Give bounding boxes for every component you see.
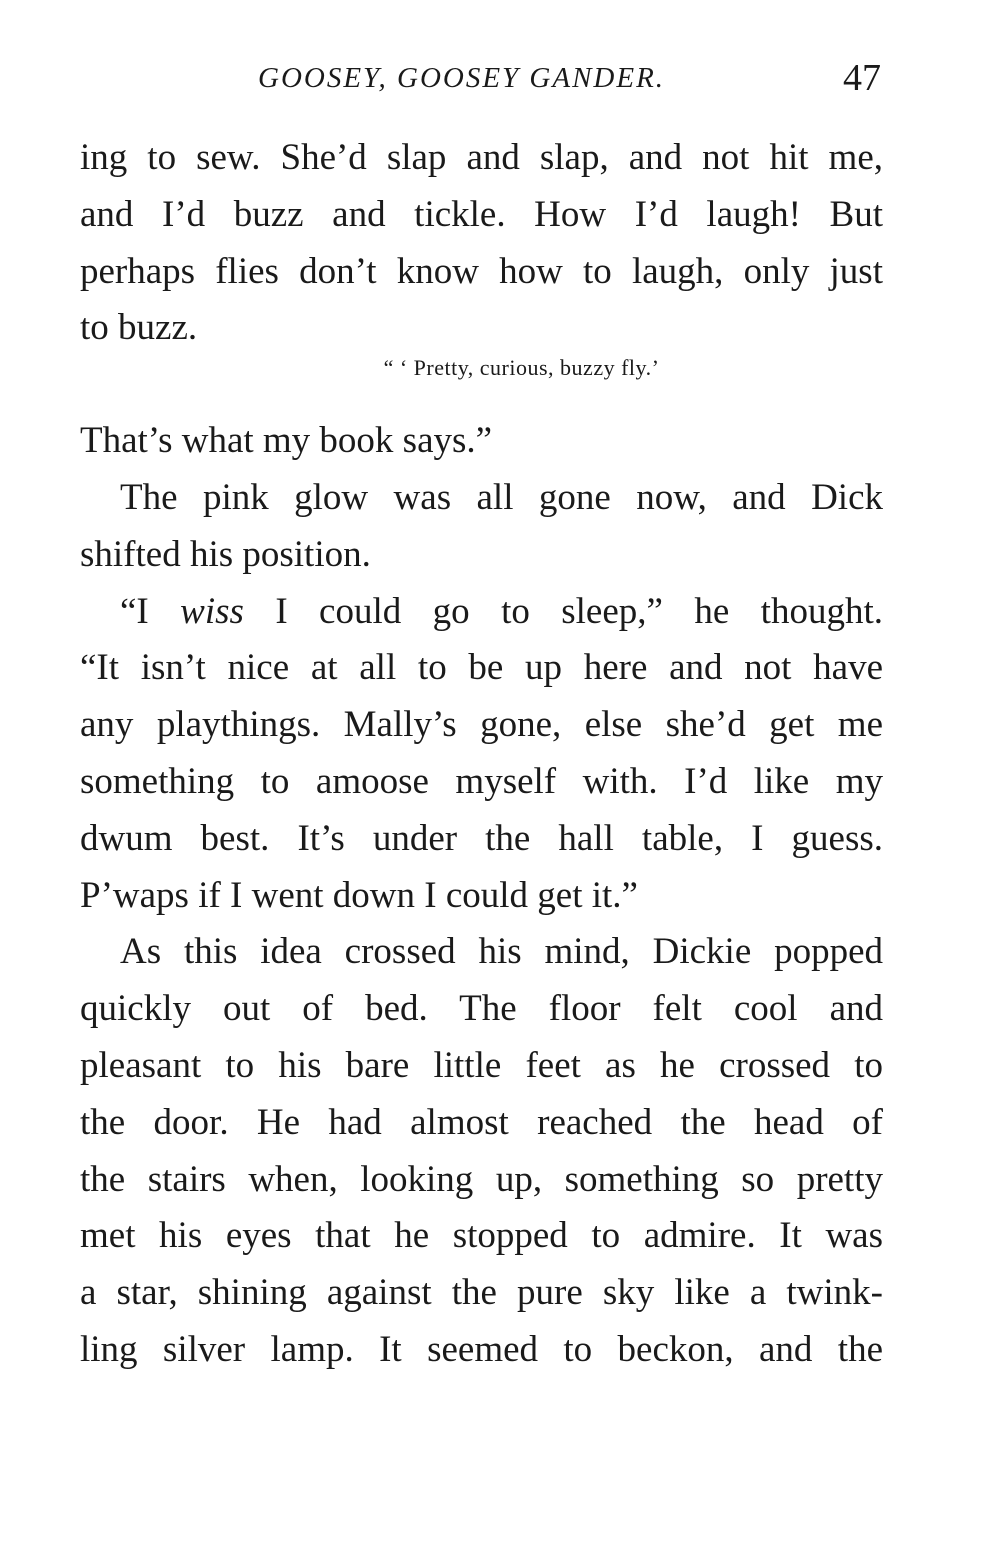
page-number: 47 [843,57,881,99]
text-line: perhaps flies don’t know how to laugh, only just [80,250,883,292]
paragraph [80,470,883,584]
italic-word: wiss [180,590,244,632]
paragraph-continuation [80,130,883,357]
text-run: “I [120,590,181,632]
text-run: I could go to sleep,” he thought. [243,590,883,632]
text-line: shifted his position. [80,533,371,575]
running-head [0,58,991,102]
text-line: a star, shining against the pure sky like a twink- [80,1272,883,1314]
text-line [80,584,883,641]
text-line: As this idea crossed his mind, Dickie popped [120,931,883,973]
text-line: The pink glow was all gone now, and Dick [120,476,883,518]
paragraph [80,584,883,925]
text-line: dwum best. It’s under the hall table, I guess. [80,817,883,859]
text-line: P’waps if I went down I could get it.” [80,874,638,916]
body-text [80,130,883,1379]
text-line: That’s what my book says.” [80,420,493,462]
running-title: GOOSEY, GOOSEY GANDER. [258,62,666,94]
text-line: ing to sew. She’d slap and slap, and not hit me, [80,137,883,178]
text-line: to buzz. [80,307,198,349]
paragraph [80,924,883,1378]
text-line: the stairs when, looking up, something so pretty [80,1158,883,1200]
verse-quotation: “ ‘ Pretty, curious, buzzy fly.’ [383,355,660,381]
text-line: “It isn’t nice at all to be up here and not have [80,647,883,689]
text-line: something to amoose myself with. I’d like my [80,760,883,802]
text-line: and I’d buzz and tickle. How I’d laugh! But [80,193,883,235]
text-line: pleasant to his bare little feet as he crossed to [80,1044,883,1086]
text-line: met his eyes that he stopped to admire. It was [80,1215,883,1257]
text-line: ling silver lamp. It seemed to beckon, and the [80,1328,883,1370]
text-line: any playthings. Mally’s gone, else she’d get me [80,704,883,746]
text-line: the door. He had almost reached the head of [80,1101,883,1143]
text-line: quickly out of bed. The floor felt cool and [80,988,883,1030]
